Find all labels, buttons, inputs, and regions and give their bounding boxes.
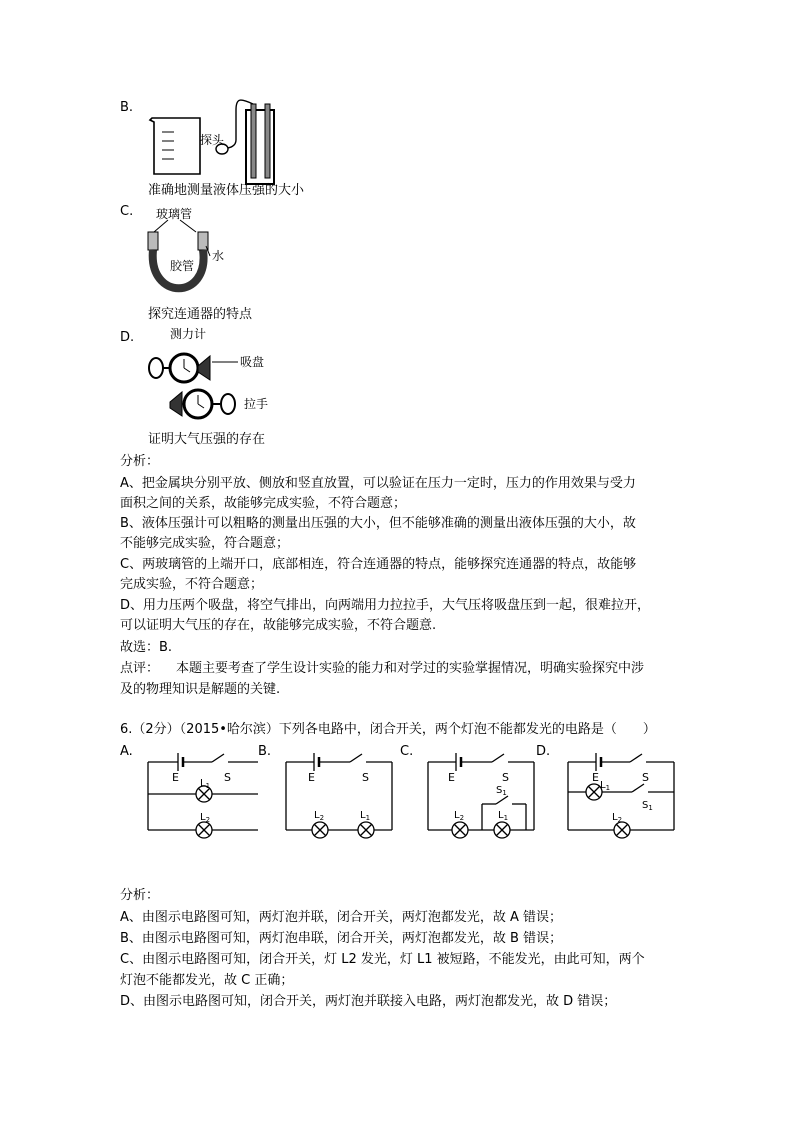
svg-text:E: E (172, 771, 179, 784)
svg-text:S: S (502, 771, 509, 784)
circuit-a (140, 748, 260, 840)
option-b-letter: B. (258, 744, 272, 759)
analysis-line: A、把金属块分别平放、侧放和竖直放置，可以验证在压力一定时，压力的作用效果与受力 (120, 476, 636, 491)
svg-text:L2: $L_2$ (314, 810, 325, 822)
analysis-line: B、由图示电路图可知，两灯泡串联，闭合开关，两灯泡都发光，故 B 错误； (120, 931, 563, 946)
option-d-letter: D. (536, 744, 551, 759)
option-b-caption: 准确地测量液体压强的大小 (148, 183, 305, 198)
option-a-letter: A. (120, 744, 133, 759)
analysis-line: C、两玻璃管的上端开口，底部相连，符合连通器的特点，能够探究连通器的特点，故能够 (120, 557, 637, 572)
svg-text:E: E (308, 771, 315, 784)
svg-text:E: E (448, 771, 455, 784)
svg-text:L1: $L_1$ (600, 780, 611, 792)
svg-text:拉手: 拉手 (244, 397, 269, 411)
comment-line: 及的物理知识是解题的关键. (120, 682, 281, 697)
svg-text:E: E (592, 771, 599, 784)
svg-text:S: S (224, 771, 231, 784)
svg-text:L1: $L_1$ (200, 778, 211, 790)
circuit-d (562, 748, 680, 840)
svg-text:吸盘: 吸盘 (240, 355, 265, 369)
option-c-caption: 探究连通器的特点 (148, 307, 253, 322)
svg-text:水: 水 (212, 249, 225, 263)
probe-label: 探头 (200, 133, 225, 147)
svg-text:L2: $L_2$ (454, 810, 465, 822)
analysis-heading: 分析： (120, 888, 160, 903)
analysis-line: D、由图示电路图可知，闭合开关，两灯泡并联接入电路，两灯泡都发光，故 D 错误； (120, 994, 617, 1009)
option-c-letter: C. (120, 204, 134, 219)
option-c-letter: C. (400, 744, 414, 759)
circuit-b (280, 748, 400, 840)
connected-vessel-figure (140, 206, 250, 310)
question-6-stem: 6.（2分）（2015•哈尔滨）下列各电路中，闭合开关，两个灯泡不能都发光的电路是（ ） (120, 722, 656, 737)
svg-text:L2: $L_2$ (200, 812, 211, 824)
svg-text:S1: $S_1$ (496, 785, 507, 797)
analysis-line: D、用力压两个吸盘，将空气排出，向两端用力拉拉手，大气压将吸盘压到一起，很难拉开， (120, 598, 651, 613)
svg-text:S: S (362, 771, 369, 784)
analysis-line: 可以证明大气压的存在，故能够完成实验，不符合题意. (120, 618, 437, 633)
analysis-line: 灯泡不能都发光，故 C 正确； (120, 973, 294, 988)
comment-line: 本题主要考查了学生设计实验的能力和对学过的实验掌握情况，明确实验探究中涉 (176, 661, 645, 676)
svg-text:胶管: 胶管 (170, 259, 195, 273)
svg-text:S1: $S_1$ (642, 800, 653, 812)
comment-label: 点评： (120, 661, 160, 676)
circuit-c (422, 748, 542, 840)
pressure-gauge-figure (140, 96, 290, 186)
option-d-caption: 证明大气压强的存在 (148, 432, 266, 447)
sucker-figure (140, 326, 290, 434)
analysis-heading: 分析： (120, 454, 160, 469)
svg-text:测力计: 测力计 (170, 327, 207, 341)
analysis-line: 不能够完成实验，符合题意； (120, 536, 290, 551)
analysis-line: A、由图示电路图可知，两灯泡并联，闭合开关，两灯泡都发光，故 A 错误； (120, 910, 563, 925)
option-d-letter: D. (120, 330, 135, 345)
svg-text:L2: $L_2$ (612, 812, 623, 824)
option-b-letter: B. (120, 100, 134, 115)
analysis-line: B、液体压强计可以粗略的测量出压强的大小，但不能够准确的测量出液体压强的大小，故 (120, 516, 636, 531)
analysis-line: C、由图示电路图可知，闭合开关，灯 L2 发光，灯 L1 被短路，不能发光，由此可知，两个 (120, 952, 645, 967)
analysis-line: 面积之间的关系，故能够完成实验，不符合题意； (120, 496, 407, 511)
svg-text:S: S (642, 771, 649, 784)
answer: 故选：B. (120, 640, 173, 655)
svg-text:L1: $L_1$ (498, 810, 509, 822)
svg-text:L1: $L_1$ (360, 810, 371, 822)
analysis-line: 完成实验，不符合题意； (120, 577, 264, 592)
svg-text:玻璃管: 玻璃管 (156, 207, 193, 221)
